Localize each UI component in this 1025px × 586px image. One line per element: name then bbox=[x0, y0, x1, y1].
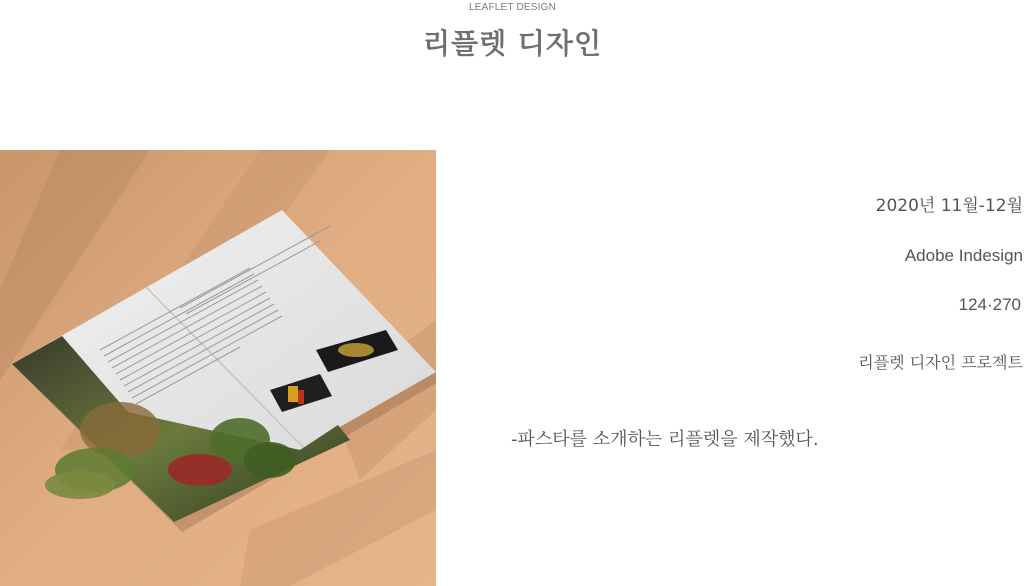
page-title: 리플렛 디자인 bbox=[422, 27, 603, 60]
project-period: 2020년 11월-12월 bbox=[875, 196, 1023, 216]
project-tool: Adobe Indesign bbox=[904, 246, 1023, 265]
project-size: 124·270 bbox=[958, 295, 1021, 314]
section-eyebrow: LEAFLET DESIGN bbox=[468, 2, 557, 13]
project-description: -파스타를 소개하는 리플렛을 제작했다. bbox=[511, 429, 819, 450]
leaflet-mockup-image bbox=[0, 150, 436, 586]
project-type: 리플렛 디자인 프로젝트 bbox=[858, 353, 1023, 372]
